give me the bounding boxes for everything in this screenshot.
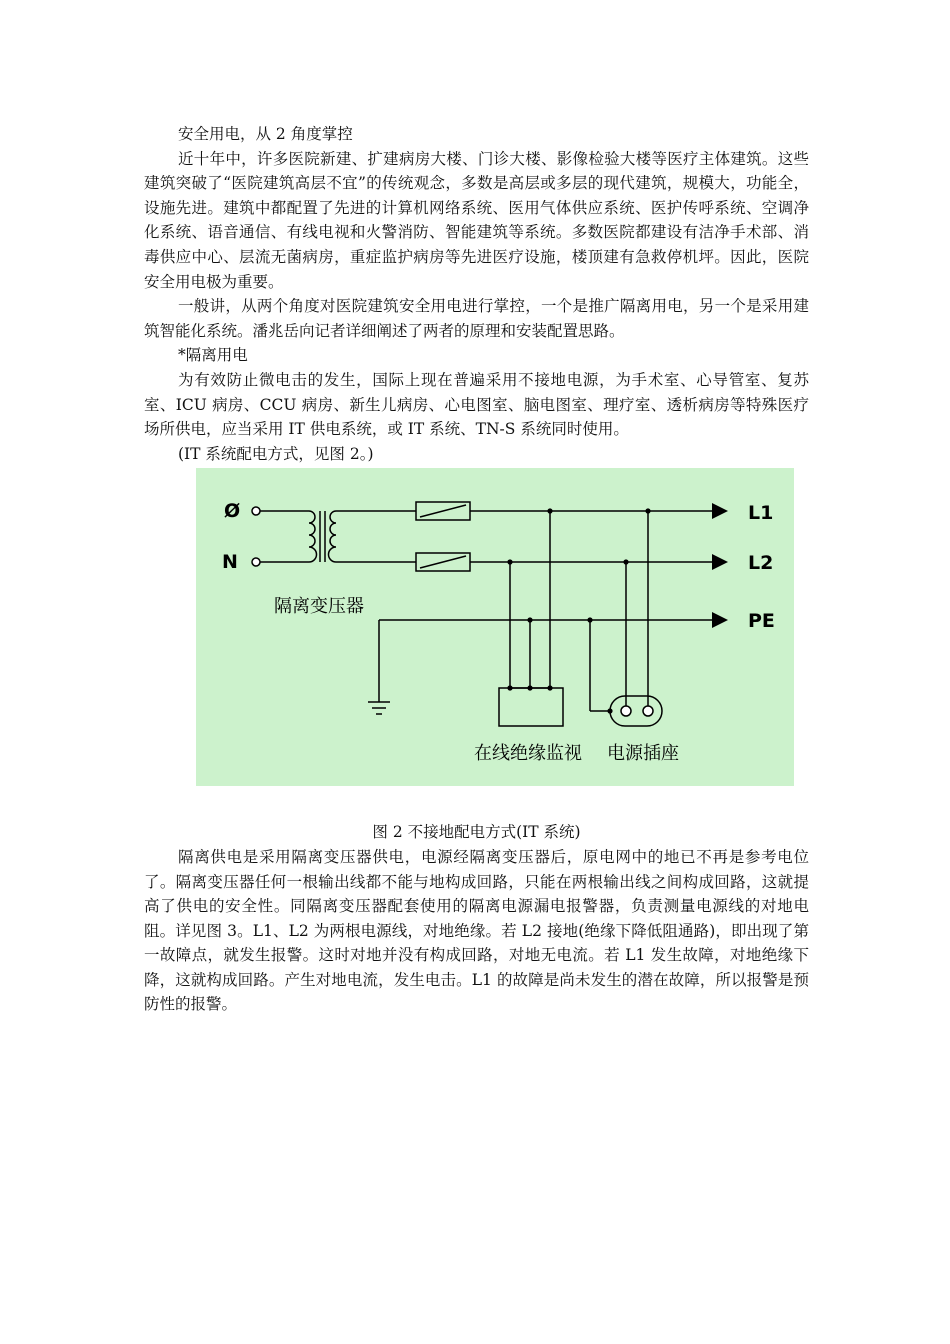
it-system-diagram — [196, 468, 794, 786]
pe-label: PE — [748, 610, 775, 633]
paragraph-approaches: 一般讲，从两个角度对医院建筑安全用电进行掌控，一个是推广隔离用电，另一个是采用建筑智能化系统。潘兆岳向记者详细阐述了两者的原理和安装配置思路。 — [144, 297, 809, 340]
diagram-background — [196, 468, 794, 786]
circuit-diagram-svg — [196, 468, 794, 786]
l1-label: L1 — [748, 502, 774, 525]
paragraph-it-system: 为有效防止微电击的发生，国际上现在普遍采用不接地电源，为手术室、心导管室、复苏室、ICU 病房、CCU 病房、新生儿病房、心电图室、脑电图室、理疗室、透析病房等特殊医疗场所供电，应当采用 IT 供电系统，或 IT 系统、TN-S 系统同时使用。 — [144, 370, 809, 439]
transformer-label: 隔离变压器 — [274, 596, 364, 618]
subheading-isolated-power: *隔离用电 — [178, 346, 248, 365]
document-body — [144, 122, 809, 1017]
section-title: 安全用电，从 2 角度掌控 — [178, 125, 353, 143]
neutral-label: N — [222, 551, 238, 574]
socket-label: 电源插座 — [607, 743, 679, 765]
phase-terminal — [252, 507, 260, 515]
neutral-terminal — [252, 558, 260, 566]
l2-label: L2 — [748, 552, 774, 575]
figure-reference: (IT 系统配电方式，见图 2。) — [178, 444, 374, 463]
phase-label: Ø — [224, 500, 241, 523]
paragraph-intro: 近十年中，许多医院新建、扩建病房大楼、门诊大楼、影像检验大楼等医疗主体建筑。这些建筑突破了“医院建筑高层不宜”的传统观念，多数是高层或多层的现代建筑，规模大，功能全，设施先进。建筑中都配置了先进的计算机网络系统、医用气体供应系统、医护传呼系统、空调净化系统、语音通信、有线电视和火警消防、智能建筑等系统。多数医院都建设有洁净手术部、消毒供应中心、层流无菌病房，重症监护病房等先进医疗设施，楼顶建有急救停机坪。因此，医院安全用电极为重要。 — [144, 149, 809, 291]
monitor-label: 在线绝缘监视 — [474, 743, 582, 765]
paragraph-isolation-explanation: 隔离供电是采用隔离变压器供电，电源经隔离变压器后，原电网中的地已不再是参考电位了。隔离变压器任何一根输出线都不能与地构成回路，只能在两根输出线之间构成回路，这就提高了供电的安全性。同隔离变压器配套使用的隔离电源漏电报警器，负责测量电源线的对地电阻。详见图 3。L1、L2 为两根电源线，对地绝缘。若 L2 接地(绝缘下降低阻通路)，即出现了第一故障点，就发生报警。这时对地并没有构成回路，对地无电流。若 L1 发生故障，对地绝缘下降，这就构成回路。产生对地电流，发生电击。L1 的故障是尚未发生的潜在故障，所以报警是预防性的报警。 — [144, 847, 809, 1014]
figure-caption: 图 2 不接地配电方式(IT 系统) — [372, 823, 581, 842]
